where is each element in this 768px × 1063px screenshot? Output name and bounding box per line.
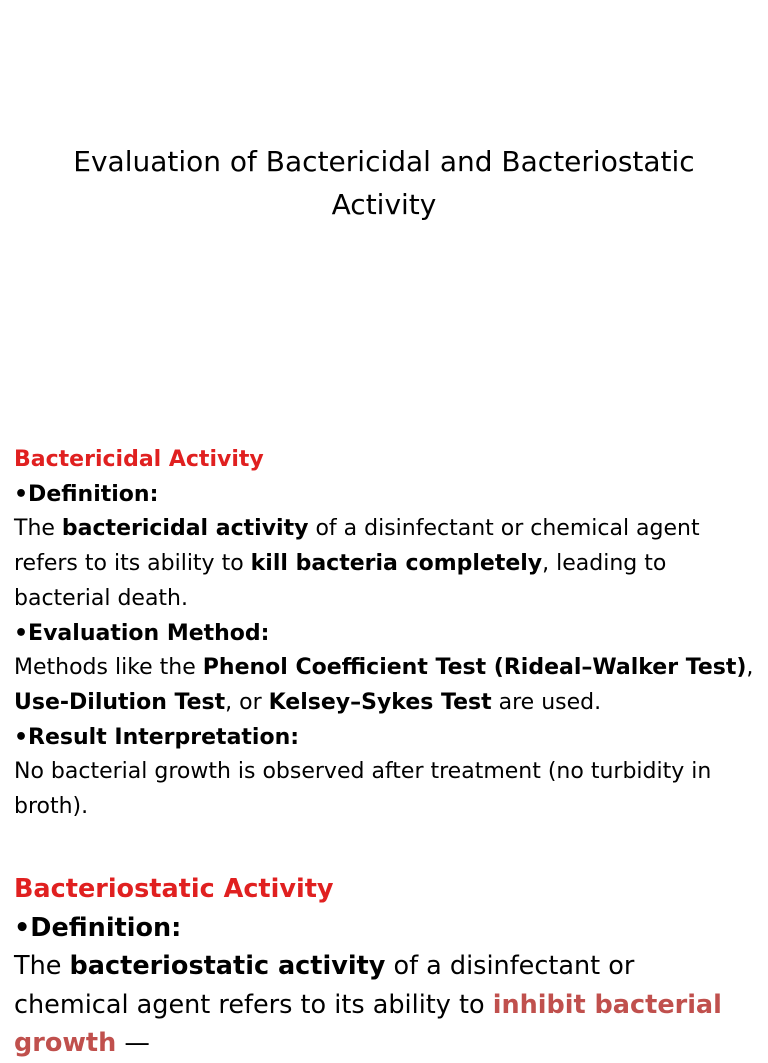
bs-definition-highlight: inhibit bacterial growth bbox=[14, 989, 722, 1058]
bacteriostatic-definition bbox=[14, 947, 754, 1063]
definition-text-2: of a disinfectant or chemical agent refers to its ability to bbox=[14, 516, 700, 577]
method-text-2: , bbox=[746, 655, 754, 681]
definition-text-1: The bbox=[14, 516, 62, 542]
method-label-text: •Evaluation Method: bbox=[14, 620, 270, 646]
bactericidal-method bbox=[14, 651, 754, 720]
method-text-4: are used. bbox=[491, 689, 602, 715]
result-label-text: •Result Interpretation: bbox=[14, 724, 300, 750]
definition-label-text: •Definition: bbox=[14, 481, 159, 507]
definition-bold-1: bactericidal activity bbox=[61, 516, 309, 542]
bacteriostatic-definition-label bbox=[14, 909, 754, 948]
method-label bbox=[14, 617, 754, 652]
bactericidal-result: No bacterial growth is observed after treatment (no turbidity in broth). bbox=[14, 759, 712, 820]
bactericidal-heading: Bactericidal Activity bbox=[14, 447, 264, 472]
bs-definition-bold-1: bacteriostatic activity bbox=[69, 951, 386, 981]
method-text-3: , or bbox=[225, 689, 269, 715]
slide-title: Evaluation of Bactericidal and Bacteriostatic Activity bbox=[73, 145, 695, 221]
definition-text-3: , leading to bacterial death. bbox=[14, 551, 667, 611]
result-label bbox=[14, 721, 754, 756]
method-bold-3: Kelsey–Sykes Test bbox=[268, 689, 492, 715]
method-text-1: Methods like the bbox=[14, 655, 203, 681]
bacteriostatic-section bbox=[14, 870, 754, 1063]
bs-definition-text-2: of a disinfectant or chemical agent refers to its ability to bbox=[14, 951, 635, 1020]
definition-label bbox=[14, 478, 754, 513]
definition-bold-2: kill bacteria completely bbox=[250, 551, 543, 577]
bs-definition-text-1: The bbox=[14, 951, 70, 981]
method-bold-2: Use-Dilution Test bbox=[14, 689, 226, 715]
bacteriostatic-heading: Bacteriostatic Activity bbox=[14, 874, 334, 904]
bactericidal-section bbox=[14, 443, 754, 825]
bactericidal-definition bbox=[14, 512, 754, 616]
bs-definition-text-3: — bbox=[116, 1028, 150, 1058]
method-bold-1: Phenol Coefficient Test (Rideal–Walker Test) bbox=[202, 655, 747, 681]
bacteriostatic-definition-label-text: •Definition: bbox=[14, 912, 182, 943]
